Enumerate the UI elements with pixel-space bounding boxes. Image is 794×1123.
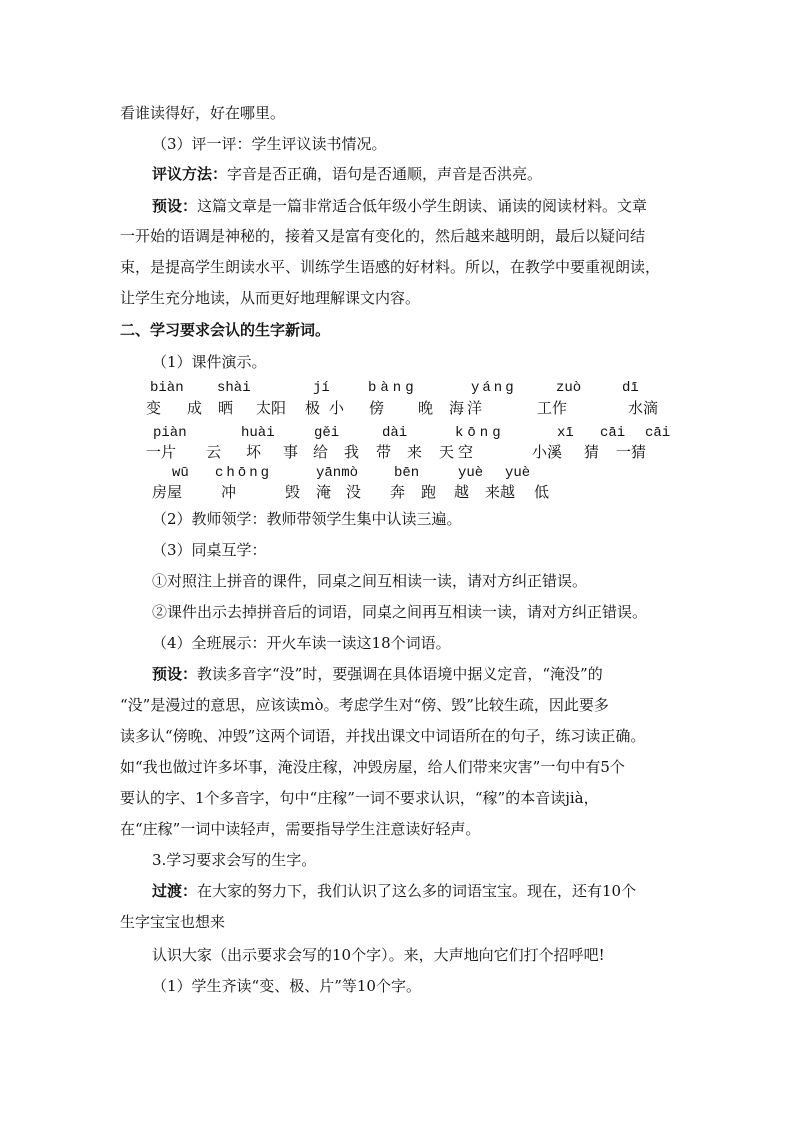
hanzi: 工作: [537, 399, 568, 417]
hanzi: 洋: [467, 399, 483, 417]
pinyin: bēn: [394, 465, 420, 481]
hanzi: 晚: [418, 399, 434, 417]
preset-1-line-4: 让学生充分地读，从而更好地理解课文内容。: [120, 289, 421, 307]
hanzi: 极: [305, 399, 321, 417]
courseware-demo-label: （1）课件演示。: [152, 353, 267, 371]
step-pair-study: （3）同桌互学：: [152, 541, 267, 559]
step-evaluate: （3）评一评：学生评议读书情况。: [152, 135, 387, 153]
pinyin: piàn: [153, 425, 187, 441]
preset-1-line-1: 预设：这篇文章是一篇非常适合低年级小学生朗读、诵读的阅读材料。文章: [152, 197, 648, 215]
preset-2-line-5: 要认的字、1个多音字，句中“庄稼”一词不要求认识，“稼”的本音读jià，: [120, 789, 599, 807]
pinyin: jí: [313, 380, 330, 396]
hanzi: 变: [146, 399, 162, 417]
pair-study-item-2: ②课件出示去掉拼音后的词语，同桌之间再互相读一读，请对方纠正错误。: [152, 603, 648, 621]
preset-2-label: 预设：: [152, 665, 198, 683]
pinyin: dài: [382, 425, 408, 441]
hanzi: 傍: [369, 399, 385, 417]
preset-1-label: 预设：: [152, 197, 198, 215]
hanzi: 越: [454, 483, 470, 501]
step-class-show: （4）全班展示：开火车读一读这18个词语。: [152, 634, 451, 652]
paragraph-ending: 看谁读得好，好在哪里。: [120, 104, 286, 122]
pinyin: wū: [172, 465, 189, 481]
hanzi: 坏: [246, 443, 262, 461]
hanzi: 晒: [218, 399, 234, 417]
evaluation-method: [152, 164, 542, 184]
hanzi: 猜: [584, 443, 600, 461]
hanzi: 一片: [146, 443, 177, 461]
pinyin: cāi: [600, 425, 626, 441]
hanzi: 低: [534, 483, 550, 501]
hanzi: 淹: [316, 483, 332, 501]
intro-line: 认识大家（出示要求会写的10个字）。来，大声地向它们打个招呼吧!: [152, 946, 605, 964]
hanzi: 毁: [285, 483, 301, 501]
transition-line-1: 过渡：在大家的努力下，我们认识了这么多的词语宝宝。现在，还有10个: [152, 882, 637, 900]
hanzi: 小: [329, 399, 345, 417]
hanzi: 海: [449, 399, 465, 417]
hanzi: 没: [346, 483, 362, 501]
hanzi: 太阳: [256, 399, 287, 417]
hanzi: 一猜: [616, 443, 647, 461]
hanzi: 天: [439, 443, 455, 461]
preset-2-line-6: 在“庄稼”一词中读轻声，需要指导学生注意读好轻声。: [120, 820, 481, 838]
pinyin: cāi: [645, 425, 671, 441]
final-step: （1）学生齐读“变、极、片”等10个字。: [152, 977, 421, 995]
hanzi: 给: [313, 443, 329, 461]
pinyin: yuè: [505, 465, 531, 481]
hanzi: 空: [458, 443, 474, 461]
pinyin: biàn: [150, 380, 184, 396]
pinyin: gěi: [314, 425, 340, 441]
pinyin: bàng: [368, 380, 418, 396]
pinyin: zuò: [556, 380, 582, 396]
hanzi: 房屋: [152, 483, 183, 501]
pinyin: xī: [557, 425, 574, 441]
hanzi: 云: [206, 443, 222, 461]
preset-2-line-2: “没”是漫过的意思，应该读mò。考虑学生对“傍、毁”比较生疏，因此要多: [120, 696, 609, 714]
preset-2-line-3: 读多认“傍晚、冲毁”这两个词语，并找出课文中词语所在的句子，练习读正确。: [120, 727, 646, 745]
pinyin: chōng: [215, 465, 273, 481]
pinyin: kōng: [455, 425, 505, 441]
pinyin: yānmò: [316, 465, 359, 481]
method-text: 字音是否正确，语句是否通顺，声音是否洪亮。: [227, 165, 543, 183]
hanzi: 带: [376, 443, 392, 461]
transition-line-2: 生字宝宝也想来: [120, 913, 226, 931]
hanzi: 跑: [421, 483, 437, 501]
pinyin: yuè: [458, 465, 484, 481]
hanzi: 小溪: [532, 443, 563, 461]
pair-study-item-1: ①对照注上拼音的课件，同桌之间互相读一读，请对方纠正错误。: [152, 572, 588, 590]
preset-1-line-3: 束，是提高学生朗读水平、训练学生语感的好材料。所以，在教学中要重视朗读，: [120, 258, 661, 276]
hanzi: 来: [407, 443, 423, 461]
preset-2-line-4: 如“我也做过许多坏事，淹没庄稼，冲毁房屋，给人们带来灾害”一句中有5个: [120, 758, 625, 776]
section-2-heading: 二、学习要求会认的生字新词。: [120, 321, 331, 339]
preset-2-line-1: 预设：教读多音字“没”时，要强调在具体语境中据义定音，“淹没”的: [152, 665, 603, 683]
pinyin: huài: [241, 425, 275, 441]
pinyin: yáng: [471, 380, 517, 396]
hanzi: 奔: [390, 483, 406, 501]
pinyin: dī: [622, 380, 639, 396]
hanzi: 水滴: [628, 399, 659, 417]
step-teacher-lead: （2）教师领学：教师带领学生集中认读三遍。: [152, 510, 462, 528]
hanzi: 冲: [221, 483, 237, 501]
preset-1-line-2: 一开始的语调是神秘的，接着又是富有变化的，然后越来越明朗，最后以疑问结: [120, 227, 646, 245]
transition-label: 过渡：: [152, 882, 198, 900]
hanzi: 我: [344, 443, 360, 461]
hanzi: 事: [283, 443, 299, 461]
section-3-heading: 3.学习要求会写的生字。: [152, 851, 317, 869]
method-label: 评议方法：: [152, 165, 228, 183]
hanzi: 成: [187, 399, 203, 417]
pinyin: shài: [217, 380, 251, 396]
hanzi: 来越: [485, 483, 516, 501]
